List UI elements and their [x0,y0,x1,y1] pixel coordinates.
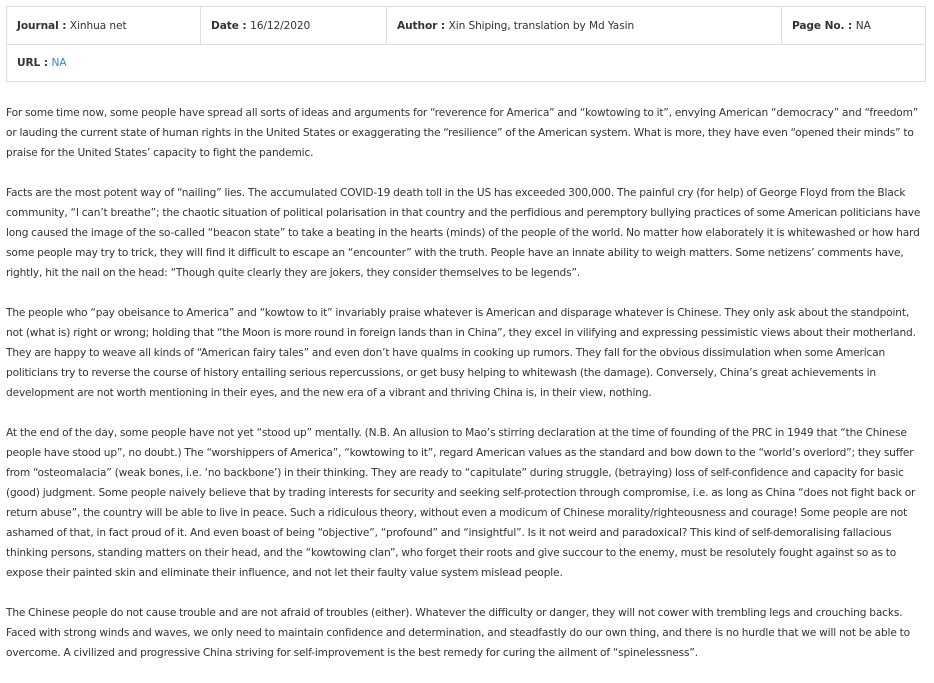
article-paragraph: The people who “pay obeisance to America” and “kowtow to it” invariably praise whatever is American and disparage whatever is Chinese. They only ask about the standpoint, not (what is) right or wrong; holding that “the Moon is more round in foreign lands than in China”, they excel in vilifying and expressing pessimistic views about their motherland. They are happy to weave all kinds of “American fairy tales” and even don’t have qualms in cooking up rumors. They fall for the obvious dissimulation when some American politicians try to reverse the course of history entailing serious repercussions, or get busy helping to whitewash (the damage). Conversely, China’s great achievements in development are not worth mentioning in their eyes, and the new era of a vibrant and thriving China is, in their view, nothing. [6,307,916,399]
date-cell [201,7,387,45]
url-row [7,45,926,82]
url-label: URL : [17,57,52,69]
author-cell [387,7,782,45]
article-paragraph: Facts are the most potent way of “nailing” lies. The accumulated COVID-19 death toll in the US has exceeded 300,000. The painful cry (for help) of George Floyd from the Black community, “I can’t breathe”; the chaotic situation of political polarisation in that country and the perfidious and peremptory bullying practices of some American politicians have long caused the image of the so-called “beacon state” to take a beating in the hearts (minds) of the people of the world. No matter how elaborately it is whitewashed or how hard some people may try to trick, they will find it difficult to escape an “encounter” with the truth. People have an innate ability to weigh matters. Some netizens’ comments have, rightly, hit the nail on the head: “Though quite clearly they are jokers, they consider themselves to be legends”. [6,187,921,279]
journal-value: Xinhua net [69,19,127,32]
page-number-value: NA [855,19,871,32]
metadata-row [7,7,926,45]
date-value: 16/12/2020 [250,19,311,32]
journal-cell [7,7,201,45]
date-label: Date : [211,19,251,32]
author-label: Author : [397,19,449,32]
author-value: Xin Shiping, translation by Md Yasin [448,19,635,32]
article-paragraph: For some time now, some people have spread all sorts of ideas and arguments for “reverence for America” and “kowtowing to it”, envying American “democracy” and “freedom” or lauding the current state of human rights in the United States or exaggerating the “resilience” of the American system. What is more, they have even “opened their minds” to praise for the United States’ capacity to fight the pandemic. [6,107,919,159]
article-body [6,103,928,683]
article-paragraph: The Chinese people do not cause trouble and are not afraid of troubles (either). Whatever the difficulty or danger, they will not cower with trembling legs and crouching backs. Faced with strong winds and waves, we only need to maintain confidence and determination, and steadfastly do our own thing, and there is no hurdle that we will not be able to overcome. A civilized and progressive China striving for self-improvement is the best remedy for curing the ailment of “spinelessness”. [6,607,910,659]
page-number-label: Page No. : [792,19,856,32]
url-cell [7,45,926,82]
article-metadata-table [6,6,926,82]
article-paragraph: At the end of the day, some people have not yet “stood up” mentally. (N.B. An allusion to Mao’s stirring declaration at the time of founding of the PRC in 1949 that “the Chinese people have stood up”, no doubt.) The “worshippers of America”, “kowtowing to it”, regard American values as the standard and bow down to the “world’s overlord”; they suffer from “osteomalacia” (weak bones, i.e. ‘no backbone’) in their thinking. They are ready to “capitulate” during struggle, (betraying) loss of self-confidence and capacity for basic (good) judgment. Some people naively believe that by trading interests for security and seeking self-protection through compromise, i.e. as long as China “does not fight back or return abuse”, the country will be able to live in peace. Such a ridiculous theory, without even a modicum of Chinese morality/righteousness and courage! Some people are not ashamed of that, in fact proud of it. And even boast of being “objective”, “profound” and “insightful”. Is it not weird and paradoxical? This kind of self-demoralising fallacious thinking persons, standing matters on their head, and the “kowtowing clan”, who forget their roots and give succour to the enemy, must be resolutely fought against so as to expose their painted skin and eliminate their influence, and not let their faulty value system mislead people. [6,427,916,579]
page-number-cell [782,7,926,45]
journal-label: Journal : [17,19,70,32]
url-link[interactable]: NA [51,57,67,69]
